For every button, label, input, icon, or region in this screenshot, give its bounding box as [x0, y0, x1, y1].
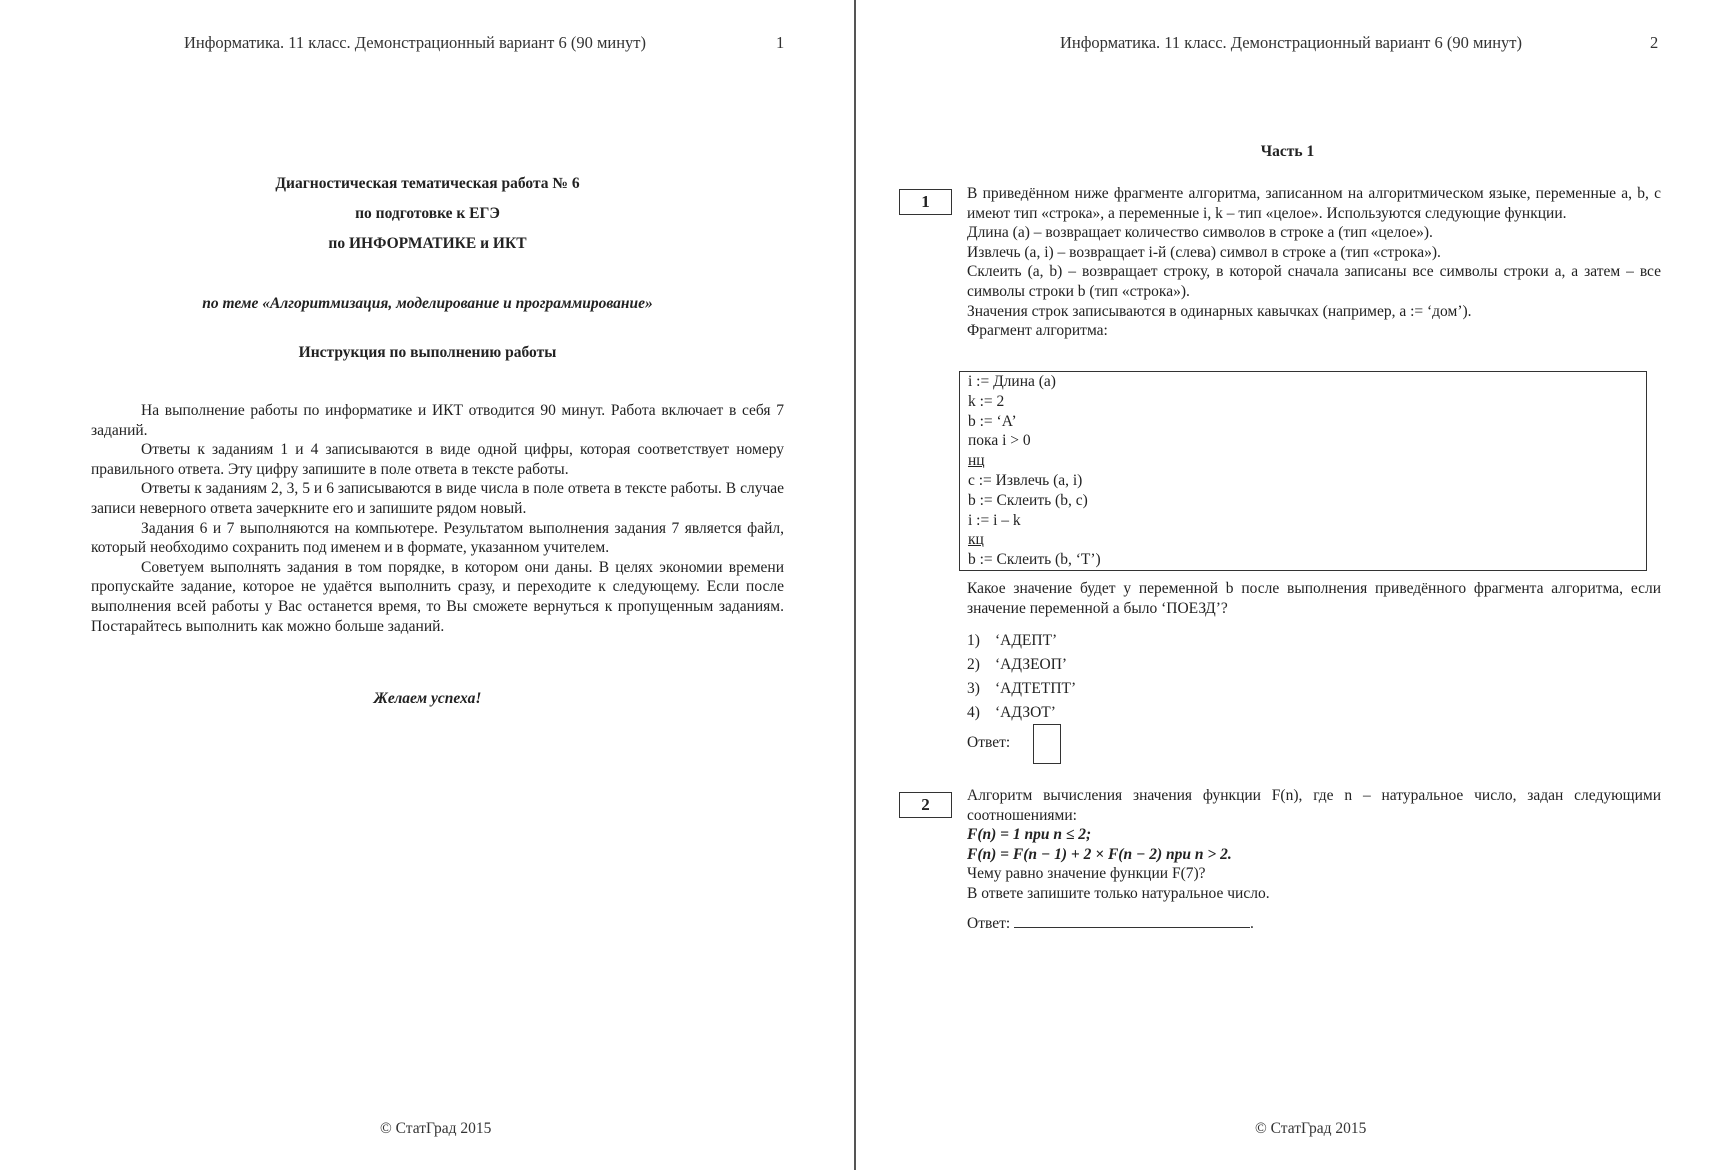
- code-line: k := 2: [968, 392, 1005, 410]
- option-text: ‘АДЗЕОП’: [995, 656, 1068, 673]
- page-footer: © СтатГрад 2015: [1255, 1120, 1367, 1137]
- task2-answer-label: Ответ:: [967, 915, 1011, 932]
- right-page: [857, 0, 1718, 1170]
- option-item: [967, 701, 1076, 725]
- page-number: 2: [1650, 33, 1659, 52]
- wish-text: Желаем успеха!: [373, 690, 482, 707]
- part-title: Часть 1: [1260, 143, 1315, 160]
- task2-question: Чему равно значение функции F(7)?: [967, 865, 1206, 883]
- option-number: 3): [967, 680, 980, 697]
- task1-question: Какое значение будет у переменной b после выполнения приведённого фрагмента алгоритма, если значение переменной a было ‘ПОЕЗД’?: [967, 580, 1661, 617]
- code-line: b := ‘А’: [968, 412, 1017, 430]
- task1-string-note: Значения строк записываются в одинарных кавычках (например, a := ‘дом’).: [967, 302, 1472, 320]
- task2-description: [967, 786, 1661, 904]
- task1-answer-label: Ответ:: [967, 734, 1011, 751]
- title-line-3: по ИНФОРМАТИКЕ и ИКТ: [328, 235, 527, 252]
- option-text: ‘АДЗОТ’: [995, 704, 1056, 721]
- instruction-paragraph: Ответы к заданиям 1 и 4 записываются в виде одной цифры, которая соответствует номеру правильного ответа. Эту цифру запишите в поле ответа в тексте работы.: [91, 441, 784, 478]
- code-line: кц: [968, 531, 984, 549]
- code-line: i := i – k: [968, 511, 1021, 529]
- task1-options: [967, 629, 1076, 725]
- code-line: c := Извлечь (a, i): [968, 471, 1083, 489]
- option-number: 1): [967, 632, 980, 649]
- task1-answer-box[interactable]: [1033, 724, 1061, 764]
- task1-func-concat: Склеить (a, b) – возвращает строку, в которой сначала записаны все символы строки a, а затем – все символы строки b (тип «строка»).: [967, 263, 1661, 300]
- title-line-2: по подготовке к ЕГЭ: [355, 205, 500, 222]
- option-number: 2): [967, 656, 980, 673]
- task-number-box: 2: [899, 792, 952, 818]
- task2-answer-end: .: [1250, 915, 1254, 932]
- task1-func-extract: Извлечь (a, i) – возвращает i-й (слева) символ в строке a (тип «строка»).: [967, 243, 1441, 261]
- option-text: ‘АДЕПТ’: [995, 632, 1058, 649]
- task2-answer: [967, 913, 1254, 933]
- code-line: пока i > 0: [968, 432, 1031, 450]
- left-page: [0, 0, 855, 1170]
- option-item: [967, 653, 1076, 677]
- page-header: Информатика. 11 класс. Демонстрационный вариант 6 (90 минут): [184, 33, 647, 52]
- task-number-box: 1: [899, 189, 952, 215]
- task2-instruction: В ответе запишите только натуральное число.: [967, 884, 1270, 902]
- algorithm-code-box: [959, 371, 1647, 571]
- page-divider: [854, 0, 856, 1170]
- task1-fragment-label: Фрагмент алгоритма:: [967, 322, 1108, 340]
- algorithm-code: [968, 372, 1101, 570]
- code-line: i := Длина (a): [968, 373, 1056, 390]
- title-line-1: Диагностическая тематическая работа № 6: [275, 175, 580, 192]
- instruction-text: [91, 401, 784, 636]
- page-number: 1: [776, 33, 785, 52]
- code-line: b := Склеить (b, ‘Т’): [968, 551, 1101, 569]
- page-footer: © СтатГрад 2015: [380, 1120, 492, 1137]
- page-header: Информатика. 11 класс. Демонстрационный вариант 6 (90 минут): [1060, 33, 1523, 52]
- task1-intro: В приведённом ниже фрагменте алгоритма, записанном на алгоритмическом языке, переменные a, b, c имеют тип «строка», а переменные i, k – тип «целое». Используются следующие функции.: [967, 185, 1661, 222]
- option-item: [967, 629, 1076, 653]
- option-item: [967, 677, 1076, 701]
- option-number: 4): [967, 704, 980, 721]
- code-line: нц: [968, 452, 985, 470]
- code-line: b := Склеить (b, c): [968, 491, 1088, 509]
- task1-func-length: Длина (a) – возвращает количество символов в строке a (тип «целое»).: [967, 224, 1433, 242]
- instruction-paragraph: Ответы к заданиям 2, 3, 5 и 6 записываются в виде числа в поле ответа в тексте работы. В случае записи неверного ответа зачеркните его и запишите рядом новый.: [91, 480, 784, 517]
- topic-line: по теме «Алгоритмизация, моделирование и программирование»: [202, 295, 653, 312]
- task1-description: [967, 184, 1661, 341]
- task2-answer-field[interactable]: [1014, 913, 1250, 928]
- task2-rule-1: F(n) = 1 при n ≤ 2;: [967, 826, 1092, 844]
- option-text: ‘АДТЕТПТ’: [995, 680, 1077, 697]
- task2-intro: Алгоритм вычисления значения функции F(n), где n – натуральное число, задан следующими соотношениями:: [967, 787, 1661, 824]
- instruction-heading: Инструкция по выполнению работы: [298, 344, 557, 361]
- instruction-paragraph: На выполнение работы по информатике и ИКТ отводится 90 минут. Работа включает в себя 7 заданий.: [91, 402, 784, 439]
- task2-rule-2: F(n) = F(n − 1) + 2 × F(n − 2) при n > 2.: [967, 845, 1232, 863]
- instruction-paragraph: Советуем выполнять задания в том порядке, в котором они даны. В целях экономии времени пропускайте задание, которое не удаётся выполнить сразу, и переходите к следующему. Если после выполнения всей работы у Вас останется время, то Вы сможете вернуться к пропущенным заданиям. Постарайтесь выполнить как можно больше заданий.: [91, 558, 784, 635]
- instruction-paragraph: Задания 6 и 7 выполняются на компьютере. Результатом выполнения задания 7 является файл, который необходимо сохранить под именем и в формате, указанном учителем.: [91, 519, 784, 557]
